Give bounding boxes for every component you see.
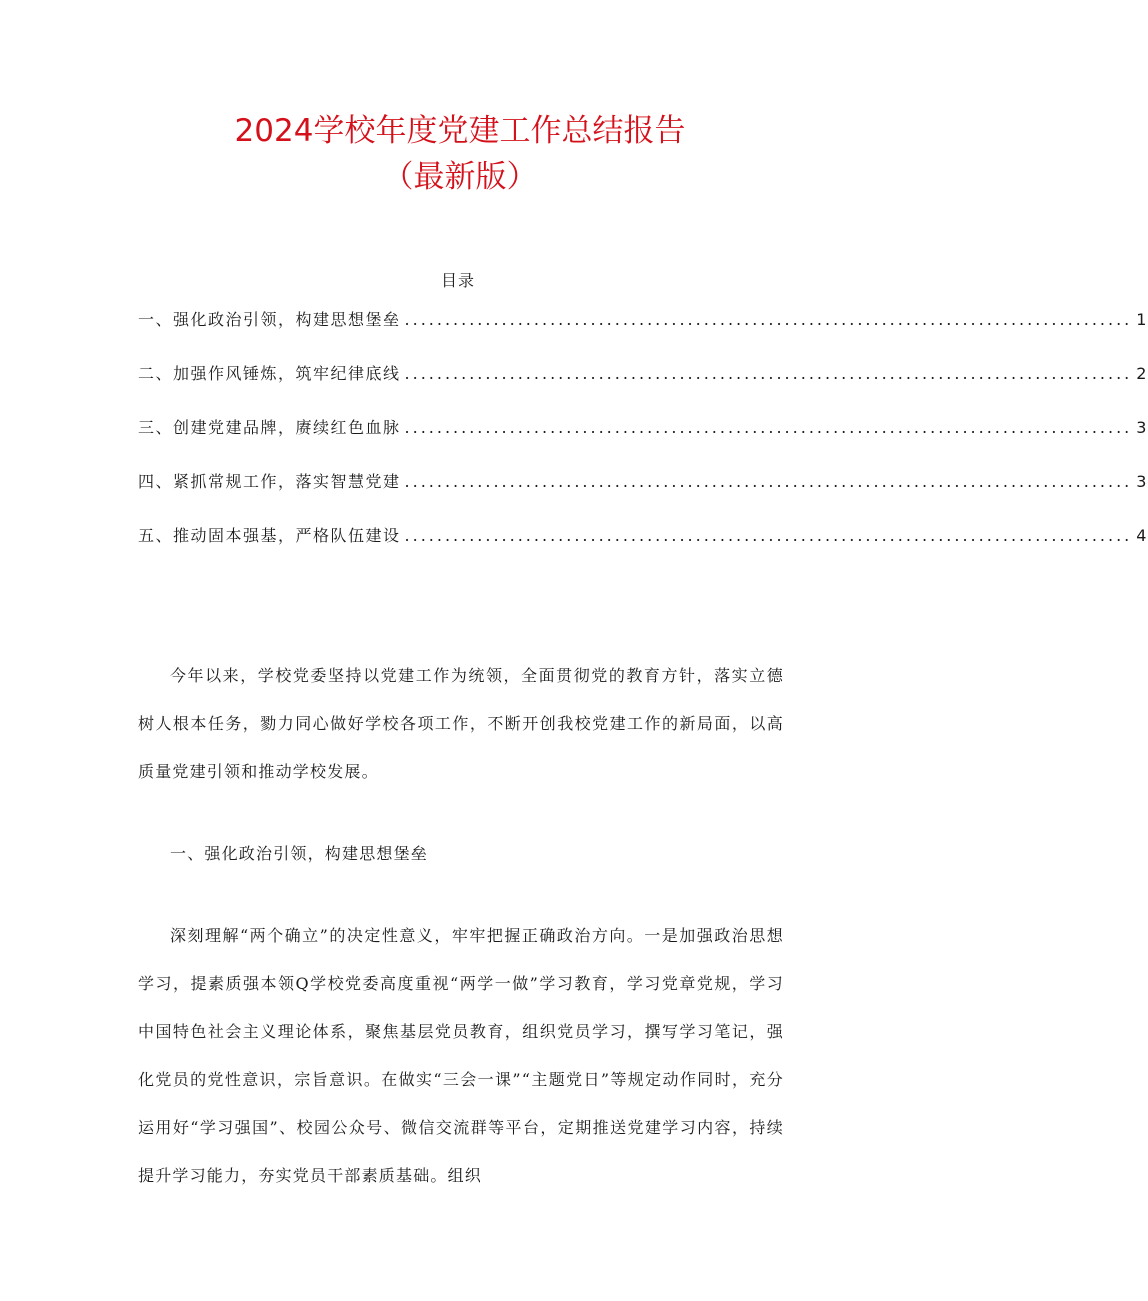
title-subtitle: （最新版）	[382, 159, 538, 195]
toc-leader-dots: ..........................................................................................	[404, 310, 1133, 329]
toc-leader-dots: ..........................................................................................	[404, 364, 1133, 383]
toc-entry-text: 五、推动固本强基，严格队伍建设	[138, 526, 401, 545]
toc-entry-text: 一、强化政治引领，构建思想堡垒	[138, 310, 401, 329]
intro-paragraph: 今年以来，学校党委坚持以党建工作为统领，全面贯彻党的教育方针，落实立德树人根本任务，勠力同心做好学校各项工作，不断开创我校党建工作的新局面，以高质量党建引领和推动学校发展。	[138, 666, 784, 781]
toc-entry[interactable]	[138, 411, 1148, 465]
toc-entry-page: 3	[1136, 472, 1148, 491]
toc-heading: 目录	[440, 271, 475, 290]
toc-entry[interactable]	[138, 357, 1148, 411]
toc-entry-page: 4	[1136, 526, 1148, 545]
toc-entry-text: 二、加强作风锤炼，筑牢纪律底线	[138, 364, 401, 383]
document-title	[0, 108, 920, 200]
toc-entry-page: 1	[1136, 310, 1148, 329]
title-main: 2024学校年度党建工作总结报告	[234, 113, 686, 149]
toc-entry[interactable]	[138, 465, 1148, 519]
toc-entry-text: 四、紧抓常规工作，落实智慧党建	[138, 472, 401, 491]
toc-entry-page: 3	[1136, 418, 1148, 437]
toc-leader-dots: ..........................................................................................	[404, 472, 1133, 491]
toc-entry-page: 2	[1136, 364, 1148, 383]
toc-entry[interactable]	[138, 303, 1148, 357]
table-of-contents	[138, 263, 1148, 573]
toc-entry[interactable]	[138, 519, 1148, 573]
section-paragraph: 深刻理解“两个确立”的决定性意义，牢牢把握正确政治方向。一是加强政治思想学习，提素质强本领Q学校党委高度重视“两学一做”学习教育，学习党章党规，学习中国特色社会主义理论体系，聚焦基层党员教育，组织党员学习，撰写学习笔记，强化党员的党性意识，宗旨意识。在做实“三会一课”“主题党日”等规定动作同时，充分运用好“学习强国”、校园公众号、微信交流群等平台，定期推送党建学习内容，持续提升学习能力，夯实党员干部素质基础。组织	[138, 926, 784, 1185]
section-heading: 一、强化政治引领，构建思想堡垒	[170, 844, 429, 863]
toc-leader-dots: ..........................................................................................	[404, 418, 1133, 437]
toc-leader-dots: ..........................................................................................	[404, 526, 1133, 545]
toc-entry-text: 三、创建党建品牌，赓续红色血脉	[138, 418, 401, 437]
